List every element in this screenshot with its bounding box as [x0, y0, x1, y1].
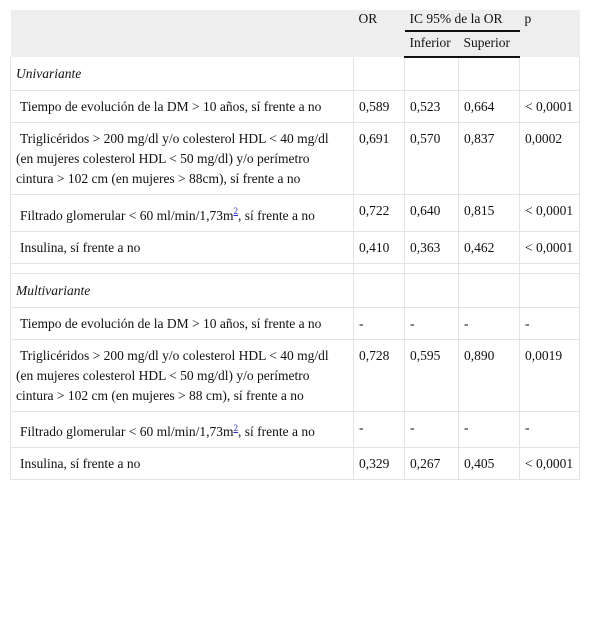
variable-label-text	[16, 208, 315, 223]
ic-superior-value: 0,815	[459, 195, 520, 232]
ic-superior-value: -	[459, 411, 520, 448]
variable-label-text: Tiempo de evolución de la DM > 10 años, sí frente a no	[20, 315, 322, 331]
results-table-container	[10, 10, 579, 480]
section-spacer-row	[11, 263, 580, 273]
ic-inferior-value: 0,267	[405, 448, 459, 480]
variable-label-post: , sí frente a no	[237, 424, 315, 439]
table-row	[11, 448, 580, 480]
table-row	[11, 195, 580, 232]
table-row	[11, 91, 580, 123]
spacer-cell	[11, 263, 354, 273]
section-header-row	[11, 273, 580, 307]
section-header-row	[11, 57, 580, 91]
table-row	[11, 231, 580, 263]
variable-label-text: Tiempo de evolución de la DM > 10 años, sí frente a no	[20, 99, 322, 114]
or-value: 0,410	[354, 231, 405, 263]
ic-superior-value: 0,890	[459, 339, 520, 411]
variable-label	[11, 91, 354, 123]
variable-label-pre: Filtrado glomerular < 60 ml/min/1,73m	[20, 207, 234, 223]
variable-label	[11, 307, 354, 339]
ic-inferior-value: 0,363	[405, 231, 459, 263]
spacer-cell	[459, 263, 520, 273]
ic-inferior-value: 0,640	[405, 195, 459, 232]
variable-label-text: Insulina, sí frente a no	[20, 239, 141, 255]
variable-label	[11, 231, 354, 263]
table-body	[11, 57, 580, 480]
variable-label-text: Triglicéridos > 200 mg/dl y/o colesterol HDL < 40 mg/dl (en mujeres colesterol HDL < 50 mg/dl) y/o perímetro cintura > 102 cm (en mujeres > 88 cm), sí frente a no	[16, 347, 329, 403]
variable-label-text: Insulina, sí frente a no	[20, 456, 141, 471]
ic-inferior-value: 0,523	[405, 91, 459, 123]
or-value: 0,589	[354, 91, 405, 123]
variable-label-text: Triglicéridos > 200 mg/dl y/o colesterol HDL < 40 mg/dl (en mujeres colesterol HDL < 50 mg/dl) y/o perímetro cintura > 102 cm (en mujeres > 88cm), sí frente a no	[16, 131, 329, 186]
p-value: -	[520, 307, 580, 339]
header-or: OR	[354, 10, 405, 57]
header-superior: Superior	[459, 31, 520, 57]
header-inferior: Inferior	[405, 31, 459, 57]
variable-label-text	[16, 424, 315, 439]
or-value: -	[354, 307, 405, 339]
empty-cell	[520, 273, 580, 307]
or-value: -	[354, 411, 405, 448]
ic-superior-value: -	[459, 307, 520, 339]
table-row	[11, 411, 580, 448]
p-value: < 0,0001	[520, 231, 580, 263]
p-value: 0,0019	[520, 339, 580, 411]
section-title: Multivariante	[11, 273, 354, 307]
table-header	[11, 10, 580, 57]
or-value: 0,329	[354, 448, 405, 480]
variable-label-pre: Filtrado glomerular < 60 ml/min/1,73m	[20, 424, 234, 439]
empty-cell	[520, 57, 580, 91]
section-title: Univariante	[11, 57, 354, 91]
ic-superior-value: 0,837	[459, 123, 520, 195]
p-value: 0,0002	[520, 123, 580, 195]
or-value: 0,722	[354, 195, 405, 232]
p-value: < 0,0001	[520, 448, 580, 480]
variable-label	[11, 448, 354, 480]
table-row	[11, 307, 580, 339]
ic-inferior-value: -	[405, 307, 459, 339]
empty-cell	[354, 57, 405, 91]
variable-label	[11, 339, 354, 411]
spacer-cell	[520, 263, 580, 273]
spacer-cell	[354, 263, 405, 273]
ic-inferior-value: 0,570	[405, 123, 459, 195]
footnote-link[interactable]: 2	[233, 206, 238, 216]
p-value: -	[520, 411, 580, 448]
or-value: 0,728	[354, 339, 405, 411]
footnote-link[interactable]: 2	[233, 422, 238, 433]
ic-superior-value: 0,405	[459, 448, 520, 480]
or-value: 0,691	[354, 123, 405, 195]
empty-cell	[459, 57, 520, 91]
variable-label-post: , sí frente a no	[237, 207, 315, 223]
ic-superior-value: 0,462	[459, 231, 520, 263]
empty-cell	[405, 57, 459, 91]
header-p: p	[520, 10, 580, 57]
variable-label	[11, 195, 354, 232]
ic-superior-value: 0,664	[459, 91, 520, 123]
ic-inferior-value: -	[405, 411, 459, 448]
table-row	[11, 339, 580, 411]
variable-label	[11, 123, 354, 195]
header-empty-cell	[11, 10, 354, 57]
spacer-cell	[405, 263, 459, 273]
odds-ratio-table	[10, 10, 580, 480]
table-row	[11, 123, 580, 195]
empty-cell	[459, 273, 520, 307]
empty-cell	[354, 273, 405, 307]
ic-inferior-value: 0,595	[405, 339, 459, 411]
p-value: < 0,0001	[520, 195, 580, 232]
header-ic: IC 95% de la OR	[405, 10, 520, 31]
p-value: < 0,0001	[520, 91, 580, 123]
variable-label	[11, 411, 354, 448]
empty-cell	[405, 273, 459, 307]
